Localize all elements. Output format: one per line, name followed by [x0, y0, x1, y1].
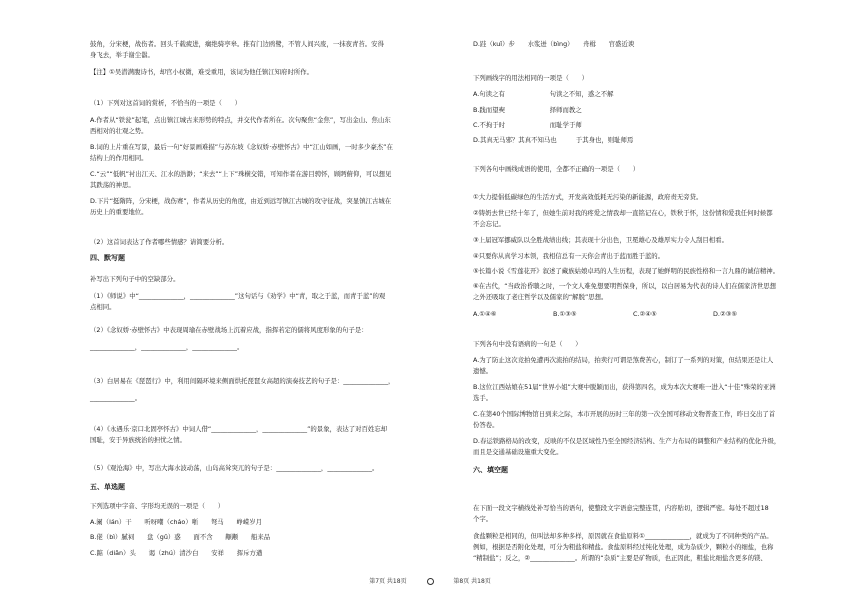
poem-note: 【注】①吴潜满腹诗书，却官小权微，难受重用，该词为他任镇江知府时所作。 — [90, 68, 314, 76]
fill-line: 食盐颗粒是相同的，但叫法却多种多样，原因就在食盐原料①______________，就成为了不同种类的产品。 — [473, 532, 773, 540]
mc1-option-b: B.佬（bì）腻祠 盘（gǔ）惑 面不含 颟颟 船来品 — [90, 533, 271, 541]
fill-line: 例如，根据是否附化处理，可分为粗盐和精盐。食盐原料经过纯化处理，成为杂质少，颗粒小的细盐，也称 — [473, 543, 774, 551]
mc4-option: 选手。 — [473, 394, 493, 402]
mc3-item: ⑤长篇小说《雪莲花开》叙述了藏族姑娘卓玛的人生历程，表现了她鲜明的民族性格和一言九鼎的诚信精神。 — [473, 267, 780, 275]
mc4-option: A.为了防止这次竞拍免遭再次流拍的结局，拍卖行可谓是煞费苦心，制订了一系列的对策，但结果还是让人 — [473, 356, 774, 364]
mc-question-4: 下列各句中没有语病的一句是（ ） — [473, 340, 582, 348]
q1-option-line: C.“云”“低帆”衬出江天、江水的浩渺；“来去”“上下”珠横交错，可知作者在游目骋怀，顾眄俯仰，可以想见 — [90, 170, 392, 178]
mc3-item: ⑥在古代，“当政治昏聩之时，一个文人难免想要明哲保身，所以，以白居易为代表的诗人们在儒家济世思想 — [473, 282, 777, 290]
mc2-option: C.不拘于时 而耻学于师 — [473, 121, 582, 129]
mc1-option-d: D.跬（kuǐ）步 水浆迸（bìng） 舟楫 官盛近谀 — [473, 40, 635, 48]
dictation-line: 国耻，安于异族统治的担忧之情。 — [90, 436, 186, 444]
fill-line: 在下面一段文字横线处补写恰当的语句，使整段文字语意完整连贯，内容贴切，逻辑严密。每处不超过18 — [473, 504, 769, 512]
q1-option-line: 结构上的作用相同。 — [90, 154, 148, 162]
mc-question-3: 下列各句中画线成语的使用，全都不正确的一项是（ ） — [473, 165, 640, 173]
mc3-item: ④只要你从真学习本领，我相信总有一天你会青出于蓝而胜于蓝的。 — [473, 252, 665, 260]
mc3-choice-d: D.②③⑤ — [713, 310, 738, 318]
poem-intro-line: 鼓角，分宋梗，战伤者。回头千载疲进，瘸绝骑亭皋。推有门边鸥鹭，不管人间兴废，一抹夜青苔。安得 — [90, 40, 384, 48]
mc3-item: ③上届冠军挪威队以全胜战绩出线；其表现十分出色，卫冕雄心及雄厚实力令人刮目相看。 — [473, 236, 728, 244]
dictation-line: （3）白居易在《琵琶行》中，利用间隔环境来侧面烘托琵琶女高超的演奏技艺的句子是：______________， — [90, 377, 395, 385]
binding-hole-icon — [427, 578, 434, 585]
mc2-option: B.践而望奭 择师而教之 — [473, 106, 582, 114]
mc1-option-a: A.阑（lán）干 听呀嘲（cháo）哳 弩马 峥嵘岁月 — [90, 518, 263, 526]
mc3-choice-c: C.②④⑤ — [633, 310, 657, 318]
poem-intro-line: 身飞去，举手谢尘嚣。 — [90, 51, 154, 59]
mc3-item: 之外还吸取了老庄哲学以及儒家的“解脱”思想。 — [473, 293, 608, 301]
mc4-option: 份答卷。 — [473, 421, 499, 429]
mc3-item: ①大力提倡低碳绿色的生活方式，开发高效低耗无污染的新能源，政府责无旁贷。 — [473, 193, 703, 201]
mc3-item: ②铸奶去世已经十年了，但她生前对我的疼爱之情我却一直铭记在心，铁秋于怀，这份情和爱我任何时候都 — [473, 209, 773, 217]
q1-option-line: D.下片“挺隋阵，分宋梗，战伤赛”，作者从历史的角度，由近到远写镇江古城的攻守征战，突显镇江古城在 — [90, 197, 392, 205]
page-number-left: 第7页 共18页 — [369, 578, 407, 585]
mc1-option-c: C.踮（diǎn）头 谒（zhú）清沙白 安祥 挥斥方遒 — [90, 549, 263, 557]
fill-line: “精制盐”；反之，②______________。所谓的“杂质”主要是矿物质，也正因此，粗盐比细盐含更多的镁、 — [473, 554, 767, 562]
q1-option-line: 其跌荡的神思。 — [90, 181, 135, 189]
section-heading-single-choice: 五、单选题 — [90, 483, 125, 491]
mc3-choice-a: A.①④⑥ — [473, 310, 497, 318]
mc4-option: 遗憾。 — [473, 367, 493, 375]
question-1: （1）下列对这首词的赏析，不恰当的一项是（ ） — [90, 99, 242, 107]
question-2: （2）这首词表达了作者哪些情感？请简要分析。 — [90, 238, 229, 246]
page-footer — [0, 576, 860, 585]
dictation-intro: 补写出下列句子中的空缺部分。 — [90, 275, 180, 283]
q1-option-line: 历史上的重要地位。 — [90, 208, 148, 216]
dictation-line: ______________，______________，______________。 — [90, 343, 244, 351]
dictation-line: （5）《观沧海》中，写出大海水波动荡，山岛高耸突兀的句子是：______________，______________。 — [90, 464, 379, 472]
fill-line: 个字。 — [473, 515, 493, 523]
page-number-right: 第8页 共18页 — [453, 578, 491, 585]
q1-option-line: B.词的上片重在写景，最后一句“好景画难描”与苏东坡《念奴娇·赤壁怀古》中“江山如画，一时多少豪杰”在 — [90, 143, 393, 151]
dictation-line: （2）《念奴娇·赤壁怀古》中表现周瑜在赤壁战场上沉着应战，指挥若定的儒将风度形象的句子是： — [90, 326, 368, 334]
q1-option-line: 西相对的壮观之势。 — [90, 127, 148, 135]
mc-question-1: 下列选项中字音、字形均无误的一项是（ ） — [90, 502, 225, 510]
mc4-option: C.在第40个国际博物馆日到来之际，本市开展的历时三年的第一次全国可移动文物普查工作，昨日交出了首 — [473, 410, 776, 418]
mc2-option: A.句读之有 句读之不知，惑之不解 — [473, 90, 614, 98]
mc3-item: 不会忘记。 — [473, 220, 505, 228]
section-heading-fill-in: 六、填空题 — [473, 466, 508, 474]
mc4-option: D.春运铁路格局的改变，反映的不仅是区域性乃至全国经济结构、生产力布局的调整和产业结构的优化升级， — [473, 437, 781, 445]
dictation-line: 点相同。 — [90, 303, 116, 311]
dictation-line: ______________。 — [90, 394, 142, 402]
mc-question-2: 下列画线字的用法相同的一项是（ ） — [473, 74, 589, 82]
section-heading-dictation: 四、默写题 — [90, 254, 125, 262]
mc3-choice-b: B.①③⑤ — [553, 310, 577, 318]
dictation-line: （1）《师说》中“______________，______________”这句话与《劝学》中“青，取之于蓝，而青于蓝”的观 — [90, 292, 386, 300]
q1-option-line: A.作者从“铁瓮”起笔，点出镇江城古来形势的特点，并交代作者所在。次句聚焦“金焦”，写出金山、焦山东 — [90, 116, 391, 124]
mc4-option: B.这位江西姑娘在51届“世界小姐”大赛中脱颖而出，获得第四名，成为本次大赛唯一进入“十佳”殊荣的亚洲 — [473, 383, 776, 391]
mc2-option: D.其真无马邪？其真不知马也 于其身也，则耻师焉 — [473, 136, 634, 144]
mc4-option: 而且是交通基础设施重大变化。 — [473, 448, 563, 456]
dictation-line: （4）《永遇乐·京口北固亭怀古》中词人借“______________，______________”的景象，表达了对百姓忘却 — [90, 425, 388, 433]
